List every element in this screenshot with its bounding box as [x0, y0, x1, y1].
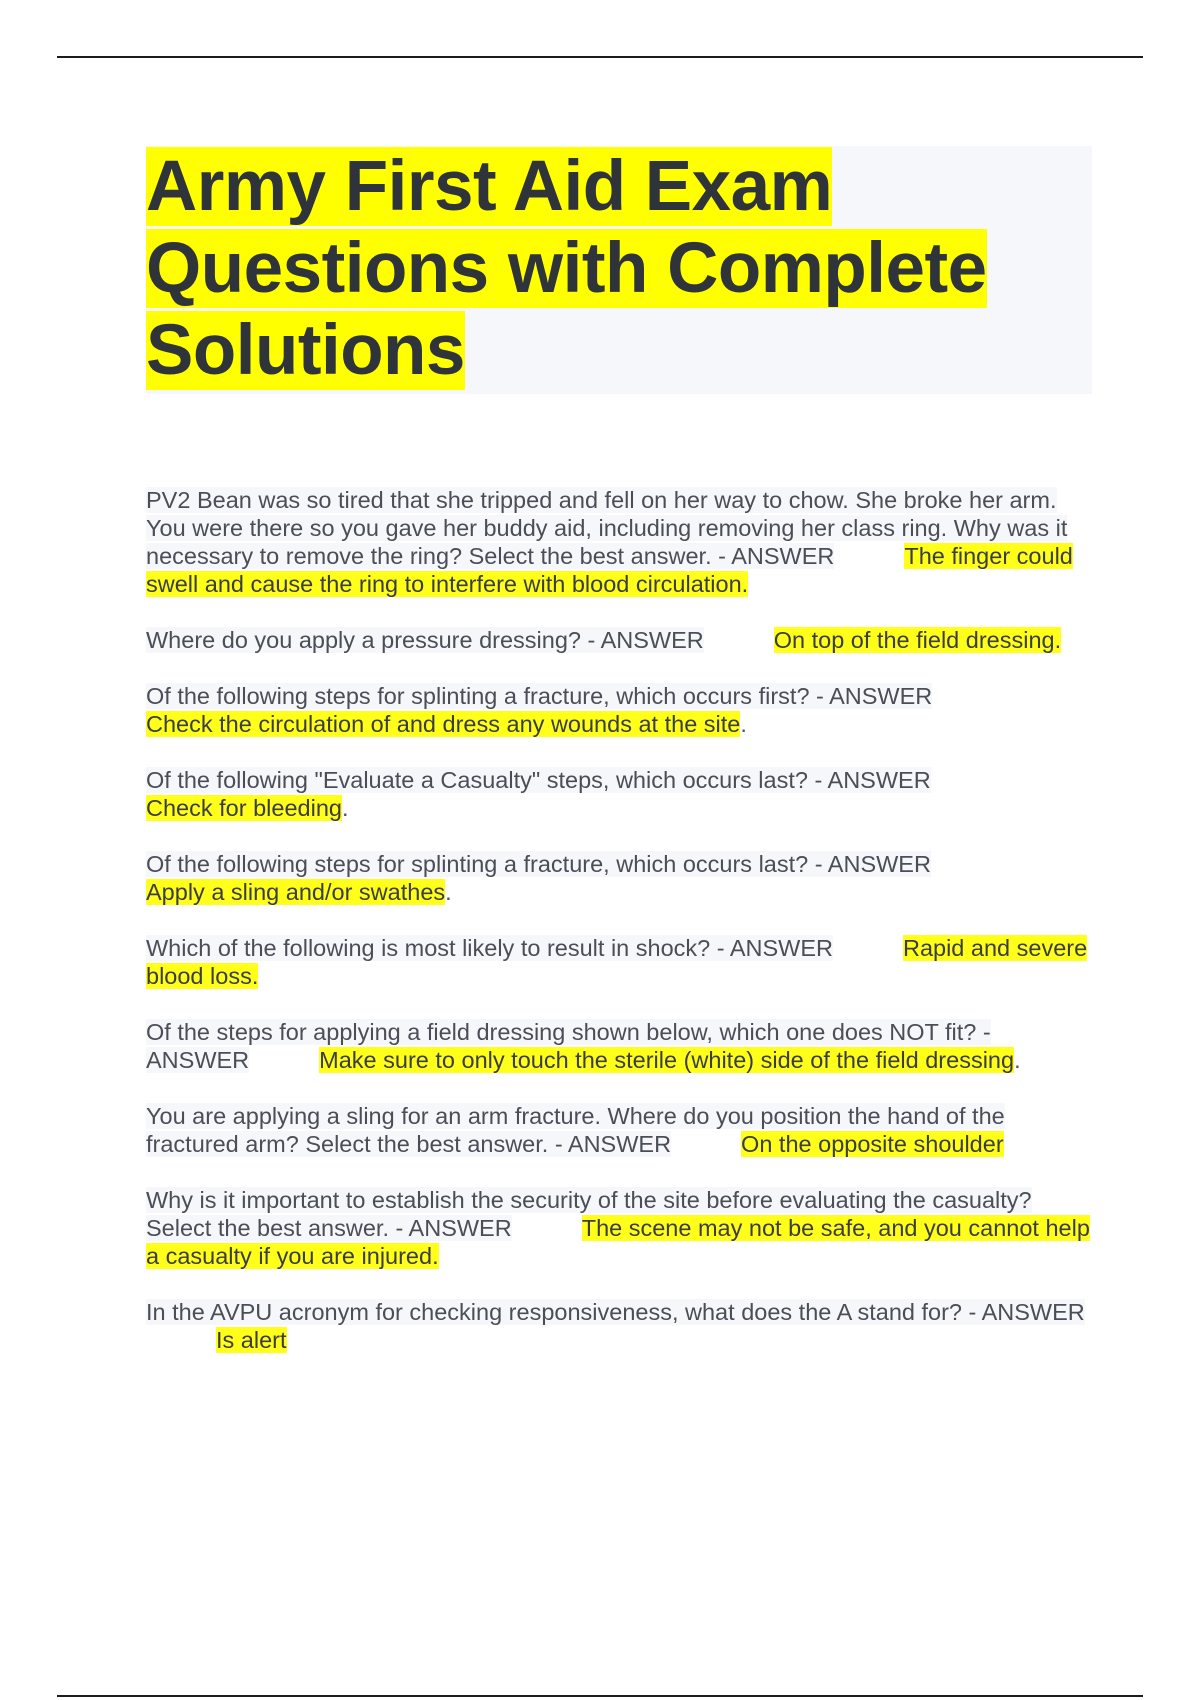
question-8: You are applying a sling for an arm fracture. Where do you position the hand of the fractured arm? Select the best answer. - ANSWER	[146, 1103, 1005, 1157]
answer-7: Make sure to only touch the sterile (white) side of the field dressing	[319, 1047, 1015, 1073]
answer-6: Rapid and severe blood loss.	[146, 935, 1088, 989]
question-6: Which of the following is most likely to result in shock? - ANSWER	[146, 935, 833, 961]
qa-item-3	[146, 682, 1092, 738]
question-1: PV2 Bean was so tired that she tripped and fell on her way to chow. She broke her arm. You were there so you gave her buddy aid, including removing her class ring. Why was it necessary to remove the ring? Select the best answer. - ANSWER	[146, 487, 1068, 569]
answer-1: The finger could swell and cause the ring to interfere with blood circulation.	[146, 543, 1073, 597]
bottom-rule	[57, 1695, 1143, 1697]
title-line-2: Questions with Complete	[146, 229, 987, 308]
answer-8: On the opposite shoulder	[741, 1131, 1004, 1157]
answer-9: The scene may not be safe, and you cannot help a casualty if you are injured.	[146, 1215, 1090, 1269]
title-line-1: Army First Aid Exam	[146, 147, 833, 226]
question-5: Of the following steps for splinting a fracture, which occurs last? - ANSWER	[146, 851, 931, 877]
answer-7-end: .	[1014, 1047, 1021, 1073]
question-10: In the AVPU acronym for checking responsiveness, what does the A stand for? - ANSWER	[146, 1299, 1085, 1325]
question-4: Of the following "Evaluate a Casualty" steps, which occurs last? - ANSWER	[146, 767, 931, 793]
answer-2: On top of the field dressing.	[773, 627, 1062, 653]
answer-3-end: .	[740, 711, 747, 737]
answer-4: Check for bleeding	[146, 795, 342, 821]
answer-5-end: .	[445, 879, 452, 905]
question-7: Of the steps for applying a field dressing shown below, which one does NOT fit? - ANSWER	[146, 1019, 991, 1073]
qa-item-5	[146, 850, 1092, 906]
answer-10: Is alert	[216, 1327, 287, 1353]
question-3: Of the following steps for splinting a fracture, which occurs first? - ANSWER	[146, 683, 933, 709]
qa-item-7	[146, 1018, 1092, 1074]
qa-item-4	[146, 766, 1092, 822]
question-2: Where do you apply a pressure dressing? - ANSWER	[146, 627, 704, 653]
title-block	[146, 146, 1092, 394]
qa-list	[146, 486, 1092, 1382]
top-rule	[57, 56, 1143, 58]
qa-item-2	[146, 626, 1092, 654]
question-9: Why is it important to establish the security of the site before evaluating the casualty? Select the best answer. - ANSWER	[146, 1187, 1032, 1241]
answer-4-end: .	[341, 795, 349, 821]
qa-item-6	[146, 934, 1092, 990]
page-title	[146, 146, 1092, 392]
title-line-3: Solutions	[146, 311, 465, 390]
qa-item-1	[146, 486, 1092, 598]
answer-5: Apply a sling and/or swathes	[146, 879, 446, 905]
qa-item-9	[146, 1186, 1092, 1270]
qa-item-8	[146, 1102, 1092, 1158]
qa-item-10	[146, 1298, 1092, 1354]
answer-3: Check the circulation of and dress any wounds at the site	[146, 711, 741, 737]
